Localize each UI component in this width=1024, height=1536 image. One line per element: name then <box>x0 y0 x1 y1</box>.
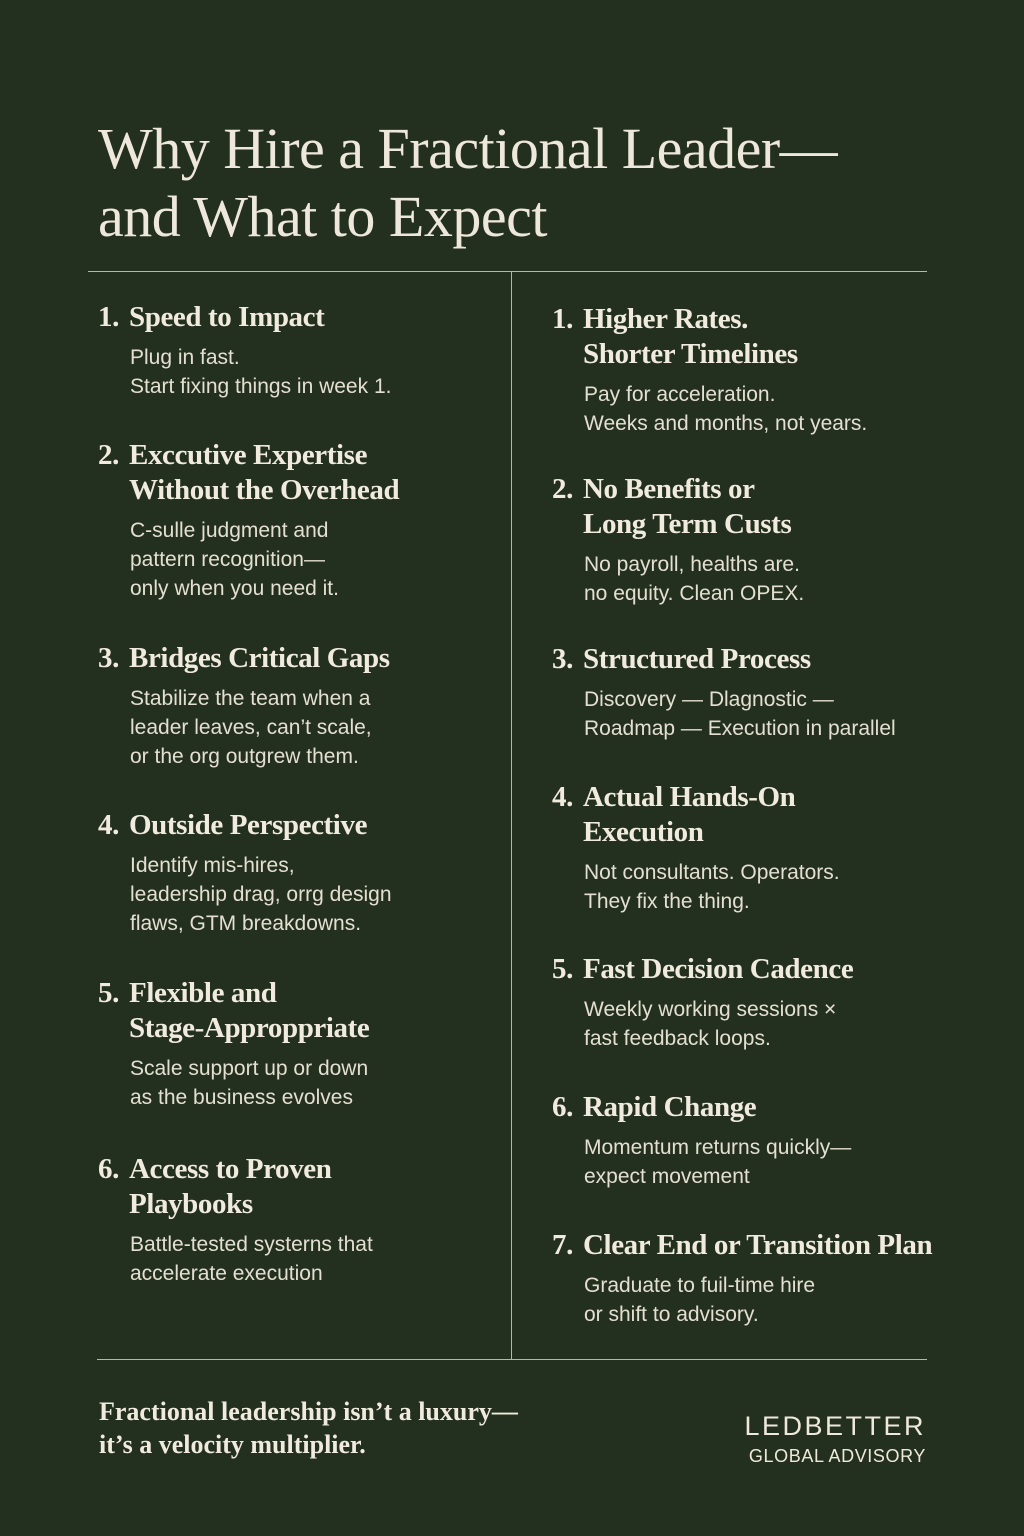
benefit-desc-line: as the business evolves <box>130 1086 353 1109</box>
benefit-title-line: Flexible and <box>129 977 277 1009</box>
expectation-desc-line: Not consultants. Operators. <box>584 861 840 884</box>
expectation-description <box>584 550 972 608</box>
benefit-title-line: Without the Overhead <box>129 474 400 506</box>
benefit-desc-line: pattern recognition— <box>130 548 325 571</box>
expectation-title-line: Fast Decision Cadence <box>583 953 854 985</box>
expectation-title <box>552 642 972 677</box>
expectation-item-benefits <box>552 472 972 608</box>
expectation-desc-line: They fix the thing. <box>584 890 750 913</box>
expectation-number: 6. <box>552 1091 573 1123</box>
expectation-desc-line: Weekly working sessions × <box>584 998 837 1021</box>
benefit-description <box>130 516 498 603</box>
benefit-number: 3. <box>98 642 119 674</box>
expectation-title-line: Long Term Custs <box>583 508 792 540</box>
expectation-desc-line: Graduate to fuil-time hire <box>584 1274 816 1297</box>
benefit-title-line: Playbooks <box>129 1188 253 1220</box>
benefit-title-line: Speed to Impact <box>129 301 325 333</box>
expectation-title-line: No Benefits or <box>583 473 755 505</box>
expectation-title-line: Shorter Timelines <box>583 338 798 370</box>
top-divider <box>88 271 927 272</box>
expectation-desc-line: Discovery — Dlagnostic — <box>584 688 834 711</box>
footer-tagline <box>99 1395 518 1461</box>
expectation-title-line: Actual Hands-On <box>583 781 796 813</box>
expectation-desc-line: no equity. Clean OPEX. <box>584 582 805 605</box>
expectation-description <box>584 685 972 743</box>
expectation-desc-line: Weeks and months, not years. <box>584 412 868 435</box>
expectation-title-line: Higher Rates. <box>583 303 749 335</box>
page-title <box>98 115 958 251</box>
benefit-number: 1. <box>98 301 119 333</box>
tagline-line-2: it’s a velocity multiplier. <box>99 1430 366 1459</box>
expectation-desc-line: Pay for acceleration. <box>584 383 776 406</box>
benefit-title-line: Stage-Approppriate <box>129 1012 370 1044</box>
benefit-desc-line: flaws, GTM breakdowns. <box>130 912 362 935</box>
expectation-title <box>552 780 972 850</box>
benefit-number: 2. <box>98 439 119 471</box>
expectation-title <box>552 1090 972 1125</box>
page-title-line-1: Why Hire a Fractional Leader— <box>98 115 838 181</box>
column-divider <box>511 271 512 1360</box>
benefit-item-perspective <box>98 808 498 938</box>
benefit-description <box>130 343 498 401</box>
benefit-desc-line: Battle-tested systerns that <box>130 1233 373 1256</box>
expectation-description <box>584 1133 972 1191</box>
expectation-title <box>552 1228 972 1263</box>
expectation-desc-line: Momentum returns quickly— <box>584 1136 852 1159</box>
expectation-title <box>552 952 972 987</box>
brand-name: LEDBETTER <box>744 1411 926 1441</box>
tagline-line-1: Fractional leadership isn’t a luxury— <box>99 1397 518 1426</box>
benefit-desc-line: only when you need it. <box>130 577 339 600</box>
benefit-number: 4. <box>98 809 119 841</box>
benefit-title <box>98 808 498 843</box>
expectation-title-line: Structured Process <box>583 643 811 675</box>
expectation-number: 7. <box>552 1229 573 1261</box>
benefit-desc-line: C-sulle judgment and <box>130 519 329 542</box>
benefit-desc-line: accelerate execution <box>130 1262 323 1285</box>
benefit-title <box>98 641 498 676</box>
benefit-item-flexible <box>98 976 498 1112</box>
expectation-number: 3. <box>552 643 573 675</box>
benefit-title <box>98 438 498 508</box>
expectation-description <box>584 380 972 438</box>
benefit-item-expertise <box>98 438 498 603</box>
benefit-desc-line: leader leaves, can’t scale, <box>130 716 372 739</box>
benefit-title-line: Outside Perspective <box>129 809 368 841</box>
expectation-item-transition <box>552 1228 972 1329</box>
expectation-number: 1. <box>552 303 573 335</box>
benefit-number: 5. <box>98 977 119 1009</box>
benefit-desc-line: Identify mis-hires, <box>130 854 295 877</box>
brand-logo <box>744 1410 926 1468</box>
benefit-item-playbooks <box>98 1152 498 1288</box>
benefit-description <box>130 1230 498 1288</box>
expectation-title-line: Rapid Change <box>583 1091 757 1123</box>
expectation-number: 4. <box>552 781 573 813</box>
benefit-item-gaps <box>98 641 498 771</box>
expectation-desc-line: Roadmap — Execution in parallel <box>584 717 896 740</box>
expectation-number: 5. <box>552 953 573 985</box>
expectation-item-cadence <box>552 952 972 1053</box>
benefit-desc-line: leadership drag, orrg design <box>130 883 392 906</box>
benefit-title-line: Access to Proven <box>129 1153 332 1185</box>
expectation-item-execution <box>552 780 972 916</box>
benefit-desc-line: Start fixing things in week 1. <box>130 375 392 398</box>
page-title-line-2: and What to Expect <box>98 183 547 249</box>
benefit-number: 6. <box>98 1153 119 1185</box>
expectation-desc-line: or shift to advisory. <box>584 1303 759 1326</box>
benefit-title <box>98 1152 498 1222</box>
benefit-title <box>98 300 498 335</box>
expectation-title <box>552 472 972 542</box>
expectation-title-line: Execution <box>583 816 704 848</box>
benefit-desc-line: Scale support up or down <box>130 1057 369 1080</box>
benefit-description <box>130 684 498 771</box>
benefit-description <box>130 851 498 938</box>
expectation-desc-line: No payroll, healths are. <box>584 553 800 576</box>
expectation-title <box>552 302 972 372</box>
expectation-description <box>584 995 972 1053</box>
expectation-description <box>584 858 972 916</box>
benefit-title <box>98 976 498 1046</box>
benefit-desc-line: or the org outgrew them. <box>130 745 359 768</box>
benefit-title-line: Bridges Critical Gaps <box>129 642 390 674</box>
benefit-item-speed <box>98 300 498 401</box>
benefit-description <box>130 1054 498 1112</box>
expectation-item-change <box>552 1090 972 1191</box>
benefit-desc-line: Stabilize the team when a <box>130 687 371 710</box>
expectation-number: 2. <box>552 473 573 505</box>
expectation-title-line: Clear End or Transition Plan <box>583 1229 933 1261</box>
expectation-description <box>584 1271 972 1329</box>
expectation-item-process <box>552 642 972 743</box>
brand-subtitle: GLOBAL ADVISORY <box>748 1446 926 1466</box>
bottom-divider <box>97 1359 927 1360</box>
expectation-desc-line: expect movement <box>584 1165 750 1188</box>
benefit-desc-line: Plug in fast. <box>130 346 240 369</box>
expectation-desc-line: fast feedback loops. <box>584 1027 771 1050</box>
benefit-title-line: Exccutive Expertise <box>129 439 368 471</box>
expectation-item-rates <box>552 302 972 438</box>
